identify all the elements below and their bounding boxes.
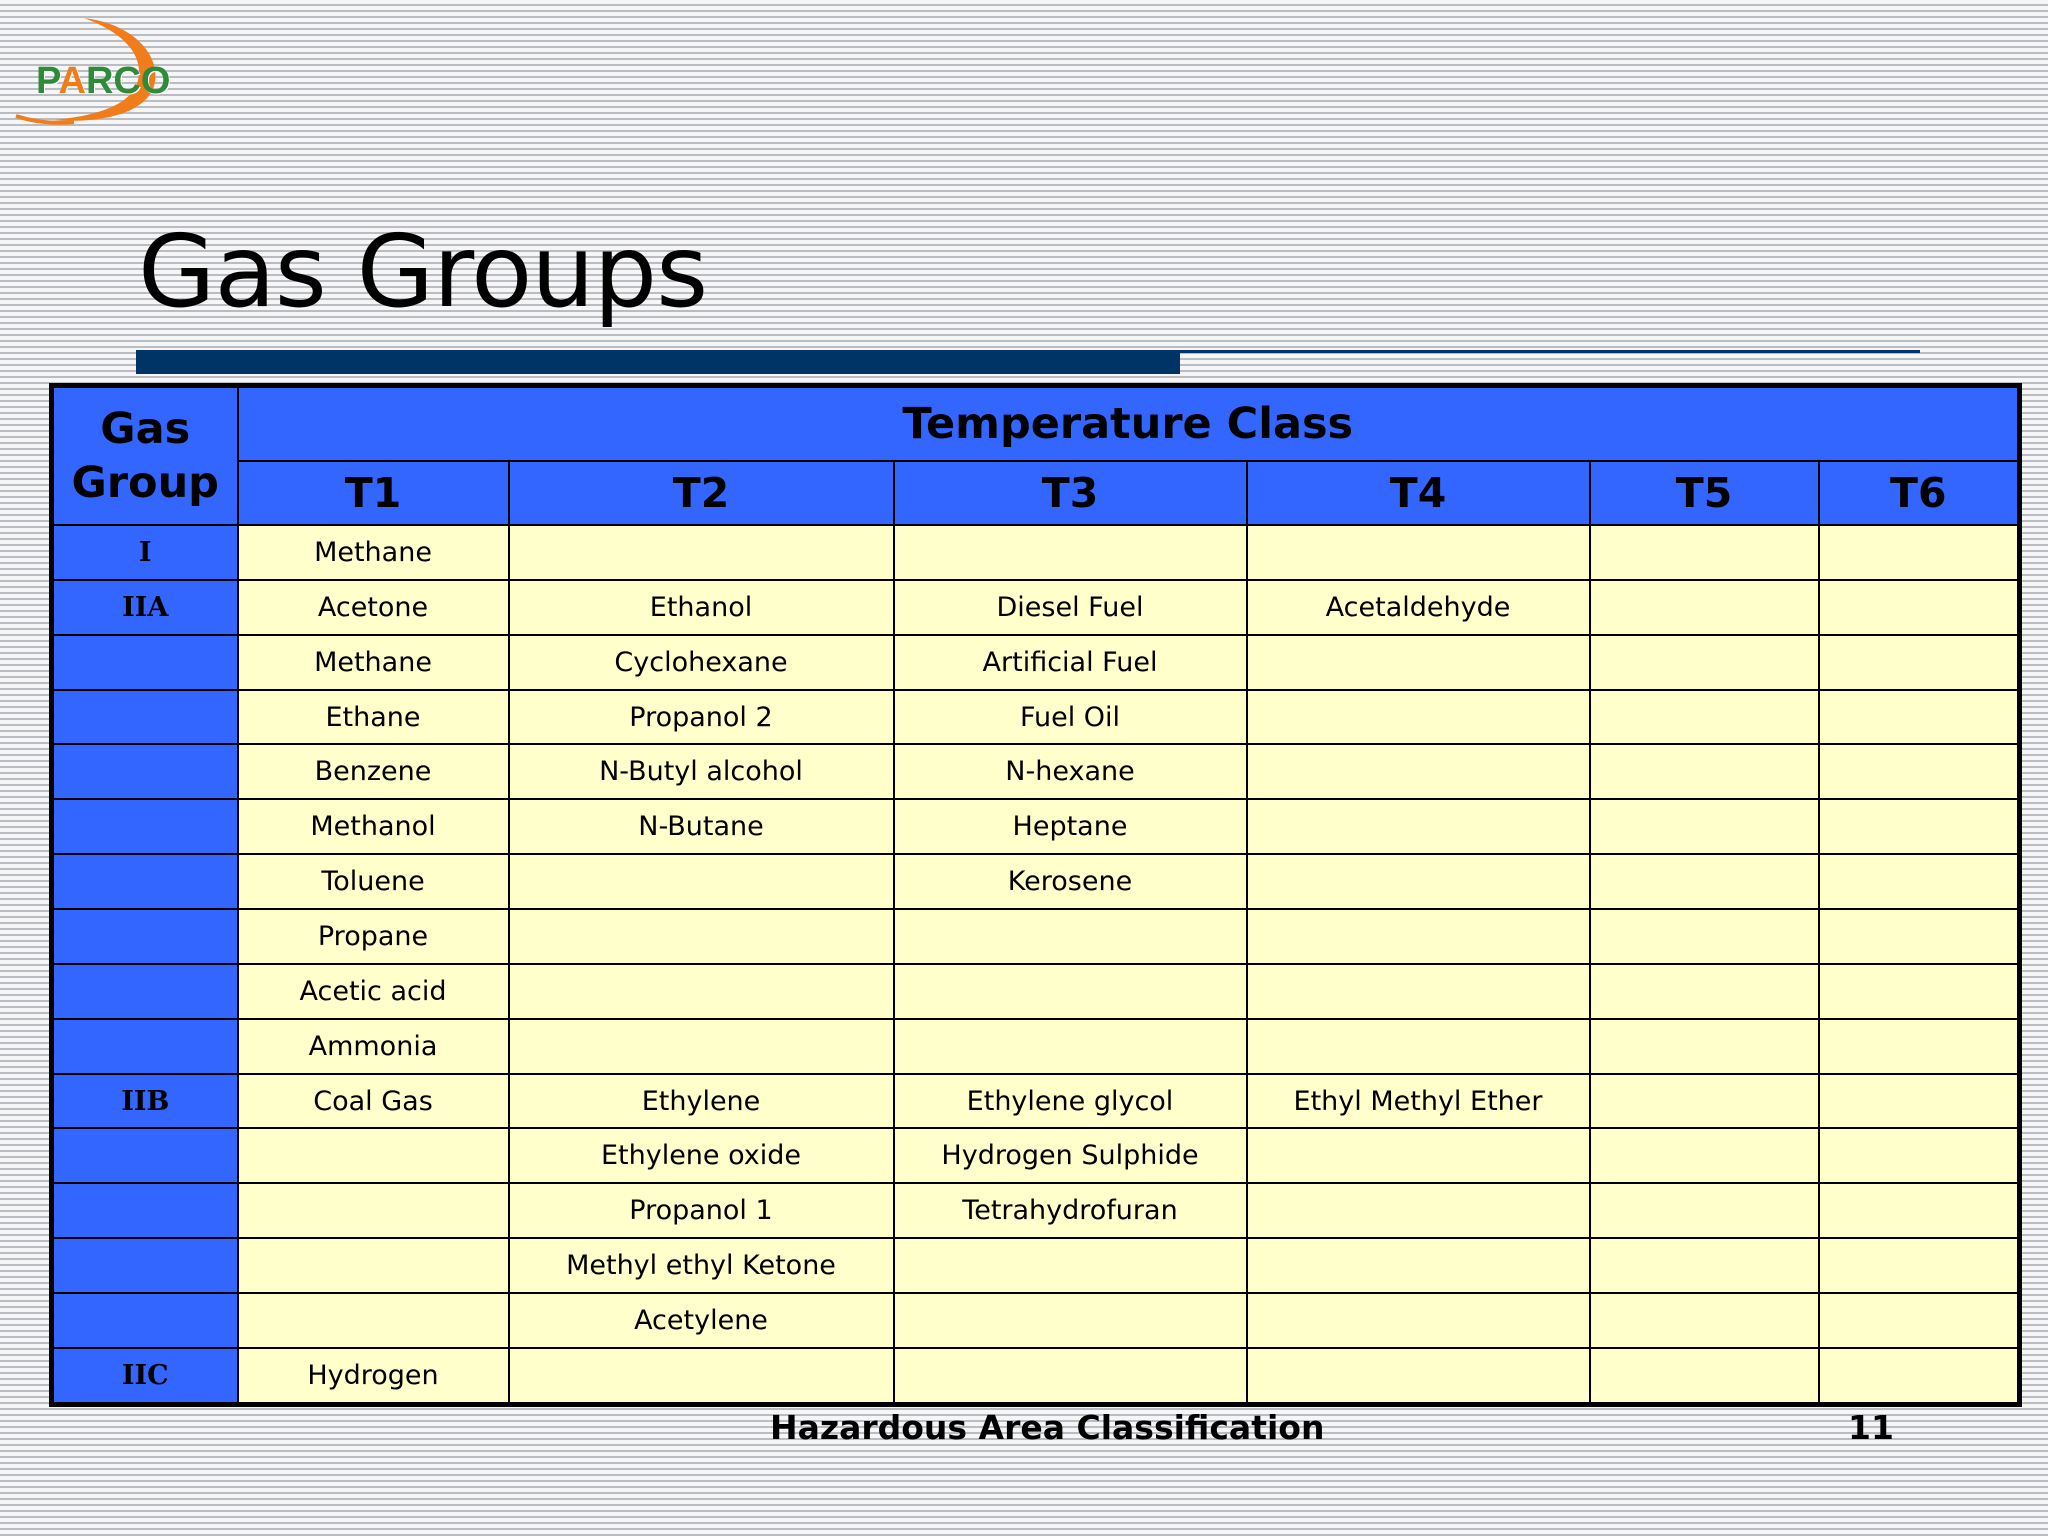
gas-group-cell (52, 964, 238, 1019)
gas-group-cell (52, 635, 238, 690)
gas-cell-t3 (894, 1348, 1247, 1405)
gas-cell-t4 (1247, 1348, 1590, 1405)
gas-group-cell: IIA (52, 580, 238, 635)
gas-cell-t1 (238, 1128, 509, 1183)
gas-cell-t3: Artificial Fuel (894, 635, 1247, 690)
gas-cell-t5 (1590, 799, 1819, 854)
gas-cell-t3: Hydrogen Sulphide (894, 1128, 1247, 1183)
gas-cell-t3: N-hexane (894, 744, 1247, 799)
gas-groups-body (52, 525, 2020, 1405)
gas-group-cell (52, 1183, 238, 1238)
gas-group-cell (52, 690, 238, 745)
table-row (52, 909, 2020, 964)
gas-group-cell (52, 1128, 238, 1183)
gas-cell-t2: Acetylene (509, 1293, 894, 1348)
gas-cell-t3: Heptane (894, 799, 1247, 854)
gas-cell-t6 (1819, 1238, 2020, 1293)
gas-cell-t2 (509, 964, 894, 1019)
gas-cell-t2: Methyl ethyl Ketone (509, 1238, 894, 1293)
class-header-t2: T2 (509, 461, 894, 525)
logo-wordmark: PARCO (36, 60, 171, 102)
gas-cell-t3: Kerosene (894, 854, 1247, 909)
gas-cell-t6 (1819, 964, 2020, 1019)
gas-cell-t1 (238, 1293, 509, 1348)
gas-cell-t5 (1590, 635, 1819, 690)
gas-cell-t6 (1819, 525, 2020, 580)
gas-cell-t1: Acetic acid (238, 964, 509, 1019)
gas-cell-t5 (1590, 1128, 1819, 1183)
table-row (52, 964, 2020, 1019)
gas-cell-t4 (1247, 964, 1590, 1019)
gas-cell-t4 (1247, 1293, 1590, 1348)
gas-cell-t1: Benzene (238, 744, 509, 799)
gas-cell-t5 (1590, 909, 1819, 964)
class-header-t4: T4 (1247, 461, 1590, 525)
gas-cell-t1 (238, 1238, 509, 1293)
class-header-t5: T5 (1590, 461, 1819, 525)
table-row (52, 525, 2020, 580)
gas-cell-t3: Tetrahydrofuran (894, 1183, 1247, 1238)
temperature-class-header: Temperature Class (238, 386, 2020, 462)
table-row (52, 1293, 2020, 1348)
gas-cell-t2 (509, 1019, 894, 1074)
gas-cell-t3 (894, 1293, 1247, 1348)
gas-cell-t6 (1819, 1019, 2020, 1074)
gas-cell-t5 (1590, 1238, 1819, 1293)
class-header-t1: T1 (238, 461, 509, 525)
gas-group-cell (52, 799, 238, 854)
gas-group-cell: I (52, 525, 238, 580)
gas-cell-t6 (1819, 635, 2020, 690)
gas-cell-t5 (1590, 1183, 1819, 1238)
page-number: 11 (1848, 1408, 1894, 1447)
gas-cell-t5 (1590, 580, 1819, 635)
gas-cell-t2: Ethanol (509, 580, 894, 635)
gas-cell-t2 (509, 854, 894, 909)
gas-cell-t3: Diesel Fuel (894, 580, 1247, 635)
gas-cell-t2 (509, 525, 894, 580)
gas-cell-t2: Cyclohexane (509, 635, 894, 690)
gas-cell-t4 (1247, 1128, 1590, 1183)
table-row (52, 690, 2020, 745)
gas-cell-t5 (1590, 854, 1819, 909)
gas-cell-t2: Propanol 1 (509, 1183, 894, 1238)
gas-cell-t6 (1819, 744, 2020, 799)
gas-cell-t1: Ethane (238, 690, 509, 745)
gas-cell-t3: Ethylene glycol (894, 1074, 1247, 1129)
parco-logo (14, 16, 174, 126)
gas-cell-t5 (1590, 1348, 1819, 1405)
gas-cell-t6 (1819, 909, 2020, 964)
gas-cell-t1 (238, 1183, 509, 1238)
gas-cell-t6 (1819, 1293, 2020, 1348)
gas-cell-t1: Coal Gas (238, 1074, 509, 1129)
gas-cell-t3 (894, 1019, 1247, 1074)
gas-group-cell (52, 1238, 238, 1293)
gas-cell-t3 (894, 909, 1247, 964)
gas-cell-t6 (1819, 854, 2020, 909)
gas-cell-t4 (1247, 635, 1590, 690)
gas-cell-t6 (1819, 799, 2020, 854)
gas-cell-t4 (1247, 525, 1590, 580)
gas-cell-t6 (1819, 1183, 2020, 1238)
gas-group-cell (52, 909, 238, 964)
gas-cell-t4: Acetaldehyde (1247, 580, 1590, 635)
gas-cell-t1: Methane (238, 525, 509, 580)
title-underline-thick (136, 350, 1180, 374)
gas-cell-t1: Methane (238, 635, 509, 690)
class-header-t6: T6 (1819, 461, 2020, 525)
gas-groups-table (49, 383, 2022, 1407)
gas-cell-t6 (1819, 1348, 2020, 1405)
table-row (52, 854, 2020, 909)
table-row (52, 635, 2020, 690)
gas-cell-t1: Hydrogen (238, 1348, 509, 1405)
gas-cell-t1: Ammonia (238, 1019, 509, 1074)
gas-cell-t4 (1247, 799, 1590, 854)
gas-cell-t2 (509, 1348, 894, 1405)
gas-cell-t6 (1819, 1128, 2020, 1183)
gas-cell-t6 (1819, 580, 2020, 635)
gas-cell-t4 (1247, 909, 1590, 964)
gas-cell-t4: Ethyl Methyl Ether (1247, 1074, 1590, 1129)
gas-cell-t3 (894, 525, 1247, 580)
gas-cell-t4 (1247, 690, 1590, 745)
gas-cell-t4 (1247, 1238, 1590, 1293)
gas-cell-t1: Toluene (238, 854, 509, 909)
table-row (52, 1128, 2020, 1183)
gas-group-cell (52, 854, 238, 909)
gas-cell-t3 (894, 964, 1247, 1019)
gas-cell-t3: Fuel Oil (894, 690, 1247, 745)
title-underline-thin (1180, 350, 1920, 353)
temperature-class-row (52, 461, 2020, 525)
table-row (52, 1183, 2020, 1238)
gas-cell-t2: N-Butane (509, 799, 894, 854)
gas-cell-t2: Propanol 2 (509, 690, 894, 745)
gas-cell-t2 (509, 909, 894, 964)
page-title: Gas Groups (138, 213, 708, 330)
gas-cell-t5 (1590, 744, 1819, 799)
gas-cell-t6 (1819, 1074, 2020, 1129)
gas-cell-t1: Acetone (238, 580, 509, 635)
gas-cell-t6 (1819, 690, 2020, 745)
gas-cell-t5 (1590, 690, 1819, 745)
footer-title: Hazardous Area Classification (770, 1408, 1325, 1447)
gas-cell-t2: Ethylene oxide (509, 1128, 894, 1183)
gas-cell-t4 (1247, 854, 1590, 909)
gas-cell-t5 (1590, 1074, 1819, 1129)
table-row (52, 744, 2020, 799)
gas-cell-t5 (1590, 964, 1819, 1019)
table-row (52, 580, 2020, 635)
gas-group-cell (52, 1293, 238, 1348)
table-row (52, 1348, 2020, 1405)
gas-cell-t2: Ethylene (509, 1074, 894, 1129)
table-row (52, 1019, 2020, 1074)
gas-cell-t5 (1590, 1019, 1819, 1074)
gas-group-cell: IIC (52, 1348, 238, 1405)
gas-cell-t4 (1247, 744, 1590, 799)
gas-cell-t1: Propane (238, 909, 509, 964)
gas-cell-t5 (1590, 525, 1819, 580)
gas-cell-t1: Methanol (238, 799, 509, 854)
gas-group-header: Gas Group (52, 386, 238, 526)
gas-group-cell (52, 744, 238, 799)
table-row (52, 1238, 2020, 1293)
gas-group-cell (52, 1019, 238, 1074)
table-row (52, 799, 2020, 854)
class-header-t3: T3 (894, 461, 1247, 525)
table-row (52, 1074, 2020, 1129)
gas-cell-t4 (1247, 1019, 1590, 1074)
gas-group-cell: IIB (52, 1074, 238, 1129)
gas-cell-t2: N-Butyl alcohol (509, 744, 894, 799)
gas-cell-t3 (894, 1238, 1247, 1293)
gas-cell-t5 (1590, 1293, 1819, 1348)
gas-cell-t4 (1247, 1183, 1590, 1238)
